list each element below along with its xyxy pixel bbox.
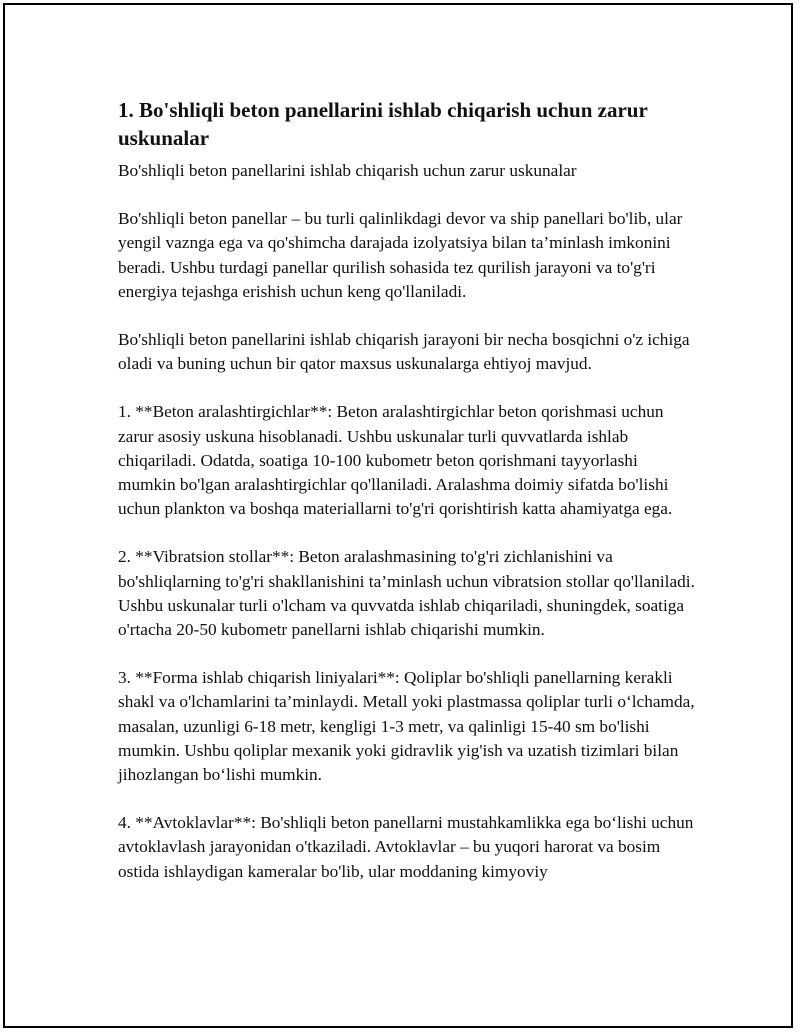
- paragraph-intro: Bo'shliqli beton panellar – bu turli qalinlikdagi devor va ship panellari bo'lib, ular yengil vaznga ega va qo'shimcha darajada izolyatsiya bilan ta’minlash imkonini beradi. Ushbu turdagi panellar qurilish sohasida tez qurilish jarayoni va to'g'ri energiya tejashga erishish uchun keng qo'llaniladi.: [118, 209, 683, 301]
- section-subtitle: Bo'shliqli beton panellarini ishlab chiqarish uchun zarur uskunalar: [118, 161, 577, 180]
- document-body: [118, 96, 698, 908]
- list-item-vibration-tables: 2. **Vibratsion stollar**: Beton aralashmasining to'g'ri zichlanishini va bo'shliqlarning to'g'ri shakllanishini ta’minlash uchun vibratsion stollar qo'llaniladi. Ushbu uskunalar turli o'lcham va quvvatda ishlab chiqariladi, shuningdek, soatiga o'rtacha 20-50 kubometr panellarni ishlab chiqarishi mumkin.: [118, 547, 695, 640]
- list-item-mold-lines: 3. **Forma ishlab chiqarish liniyalari**: Qoliplar bo'shliqli panellarning kerakli shakl va o'lchamlarini ta’minlaydi. Metall yoki plastmassa qoliplar turli o‘lchamda, masalan, uzunligi 6-18 metr, kengligi 1-3 metr, va qalinligi 15-40 sm bo'lishi mumkin. Ushbu qoliplar mexanik yoki gidravlik yig'ish va uzatish tizimlari bilan jihozlangan bo‘lishi mumkin.: [118, 668, 695, 785]
- list-item-concrete-mixers: 1. **Beton aralashtirgichlar**: Beton aralashtirgichlar beton qorishmasi uchun zarur asosiy uskuna hisoblanadi. Ushbu uskunalar turli quvvatlarda ishlab chiqariladi. Odatda, soatiga 10-100 kubometr beton qorishmani tayyorlashi mumkin bo'lgan aralashtirgichlar qo'llaniladi. Aralashma doimiy sifatda bo'lishi uchun plankton va boshqa materiallarni to'g'ri qorishtirish katta ahamiyatga ega.: [118, 402, 673, 519]
- list-item-autoclaves: 4. **Avtoklavlar**: Bo'shliqli beton panellarni mustahkamlikka ega bo‘lishi uchun avtoklavlash jarayonidan o'tkaziladi. Avtoklavlar – bu yuqori harorat va bosim ostida ishlaydigan kameralar bo'lib, ular moddaning kimyoviy: [118, 813, 694, 881]
- section-heading: 1. Bo'shliqli beton panellarini ishlab chiqarish uchun zarur uskunalar: [118, 98, 648, 150]
- paragraph-process: Bo'shliqli beton panellarini ishlab chiqarish jarayoni bir necha bosqichni o'z ichiga oladi va buning uchun bir qator maxsus uskunalarga ehtiyoj mavjud.: [118, 330, 690, 374]
